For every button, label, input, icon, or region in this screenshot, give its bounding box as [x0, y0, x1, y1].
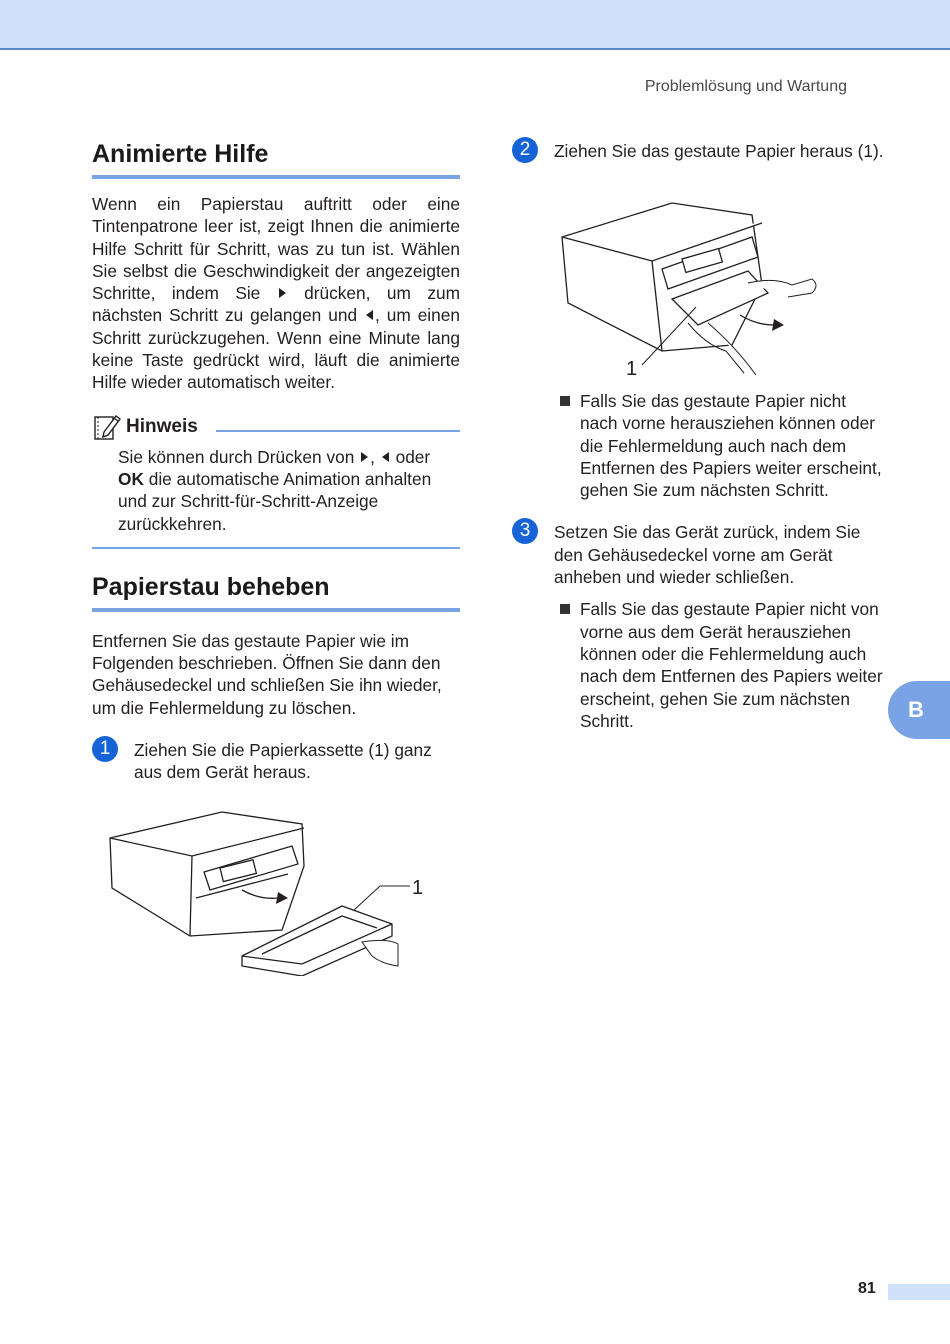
- step-2: [512, 140, 884, 163]
- note-body: [118, 446, 460, 535]
- step-number-badge: 3: [512, 518, 538, 544]
- section1-text-a: Wenn ein Papierstau auftritt oder eine Tintenpatrone leer ist, zeigt Ihnen die animierte Hilfe Schritt für Schritt, was zu tun ist. Wählen Sie selbst die Geschwindigkeit der angezeigten Schritte, indem Sie: [92, 194, 460, 304]
- footer-bar: [888, 1284, 950, 1300]
- section1-text-b: drücken, um zum nächsten Schritt zu gelangen und: [92, 283, 460, 326]
- note-text-d: die automatische Animation anhalten und zur Schritt-für-Schritt-Anzeige zurückkehren.: [118, 468, 432, 534]
- left-arrow-icon: [366, 310, 373, 320]
- figure-2-callout: 1: [626, 358, 638, 375]
- note-end-rule: [92, 547, 460, 549]
- step-1: [92, 739, 460, 784]
- note-text-c: oder: [395, 446, 431, 467]
- step-3-text: Setzen Sie das Gerät zurück, indem Sie den Gehäusedeckel vorne am Gerät anheben und wieder schließen.: [554, 522, 861, 588]
- section2-paragraph: Entfernen Sie das gestaute Papier wie im Folgenden beschrieben. Öffnen Sie dann den Gehäusedeckel und schließen Sie ihn wieder, um die Fehlermeldung zu löschen.: [92, 630, 442, 718]
- right-arrow-icon: [279, 288, 286, 298]
- printer-jam-illustration: [512, 175, 842, 375]
- step-1-text: Ziehen Sie die Papierkassette (1) ganz aus dem Gerät heraus.: [134, 740, 432, 783]
- note-rule: [216, 430, 460, 432]
- step-number-badge: 2: [512, 137, 538, 163]
- note-pencil-icon: [92, 412, 122, 442]
- note-text-a: Sie können durch Drücken von: [118, 446, 355, 467]
- note-text-b: ,: [370, 446, 375, 467]
- step-2-text: Ziehen Sie das gestaute Papier heraus (1).: [554, 141, 884, 161]
- step-2-bullet-text: Falls Sie das gestaute Papier nicht nach vorne herausziehen können oder die Fehlermeldung auch nach dem Entfernen des Papiers weiter erscheint, gehen Sie zum nächsten Schritt.: [580, 391, 882, 501]
- note-title: Hinweis: [126, 415, 198, 437]
- step-2-bullet: [560, 390, 884, 501]
- note-ok-key: OK: [118, 468, 144, 489]
- section1-text-c: , um einen Schritt zurückzugehen. Wenn eine Minute lang keine Taste gedrückt wird, läuft die animierte Hilfe wieder automatisch weiter.: [92, 305, 460, 393]
- section-title-animierte-hilfe: Animierte Hilfe: [92, 140, 460, 179]
- bullet-square-icon: [560, 396, 570, 406]
- bullet-square-icon: [560, 604, 570, 614]
- step-3: [512, 521, 884, 588]
- section-title-papierstau: Papierstau beheben: [92, 573, 460, 612]
- step-number-badge: 1: [92, 736, 118, 762]
- section1-paragraph: [92, 193, 460, 394]
- chapter-tab: B: [888, 681, 950, 739]
- left-column: [92, 140, 460, 981]
- header-band: [0, 0, 950, 50]
- step-3-bullet: [560, 598, 884, 732]
- note-header: [92, 412, 460, 442]
- right-arrow-icon: [361, 452, 368, 462]
- step-3-bullet-text: Falls Sie das gestaute Papier nicht von vorne aus dem Gerät herausziehen können oder die Fehlermeldung auch nach dem Entfernen des Papiers weiter erscheint, gehen Sie zum nächsten Schritt.: [580, 599, 883, 731]
- printer-tray-illustration: [92, 806, 432, 976]
- left-arrow-icon: [382, 452, 389, 462]
- page-number: 81: [858, 1280, 876, 1297]
- running-title: Problemlösung und Wartung: [644, 78, 847, 95]
- right-column: [512, 140, 884, 732]
- figure-1-callout: 1: [412, 876, 424, 899]
